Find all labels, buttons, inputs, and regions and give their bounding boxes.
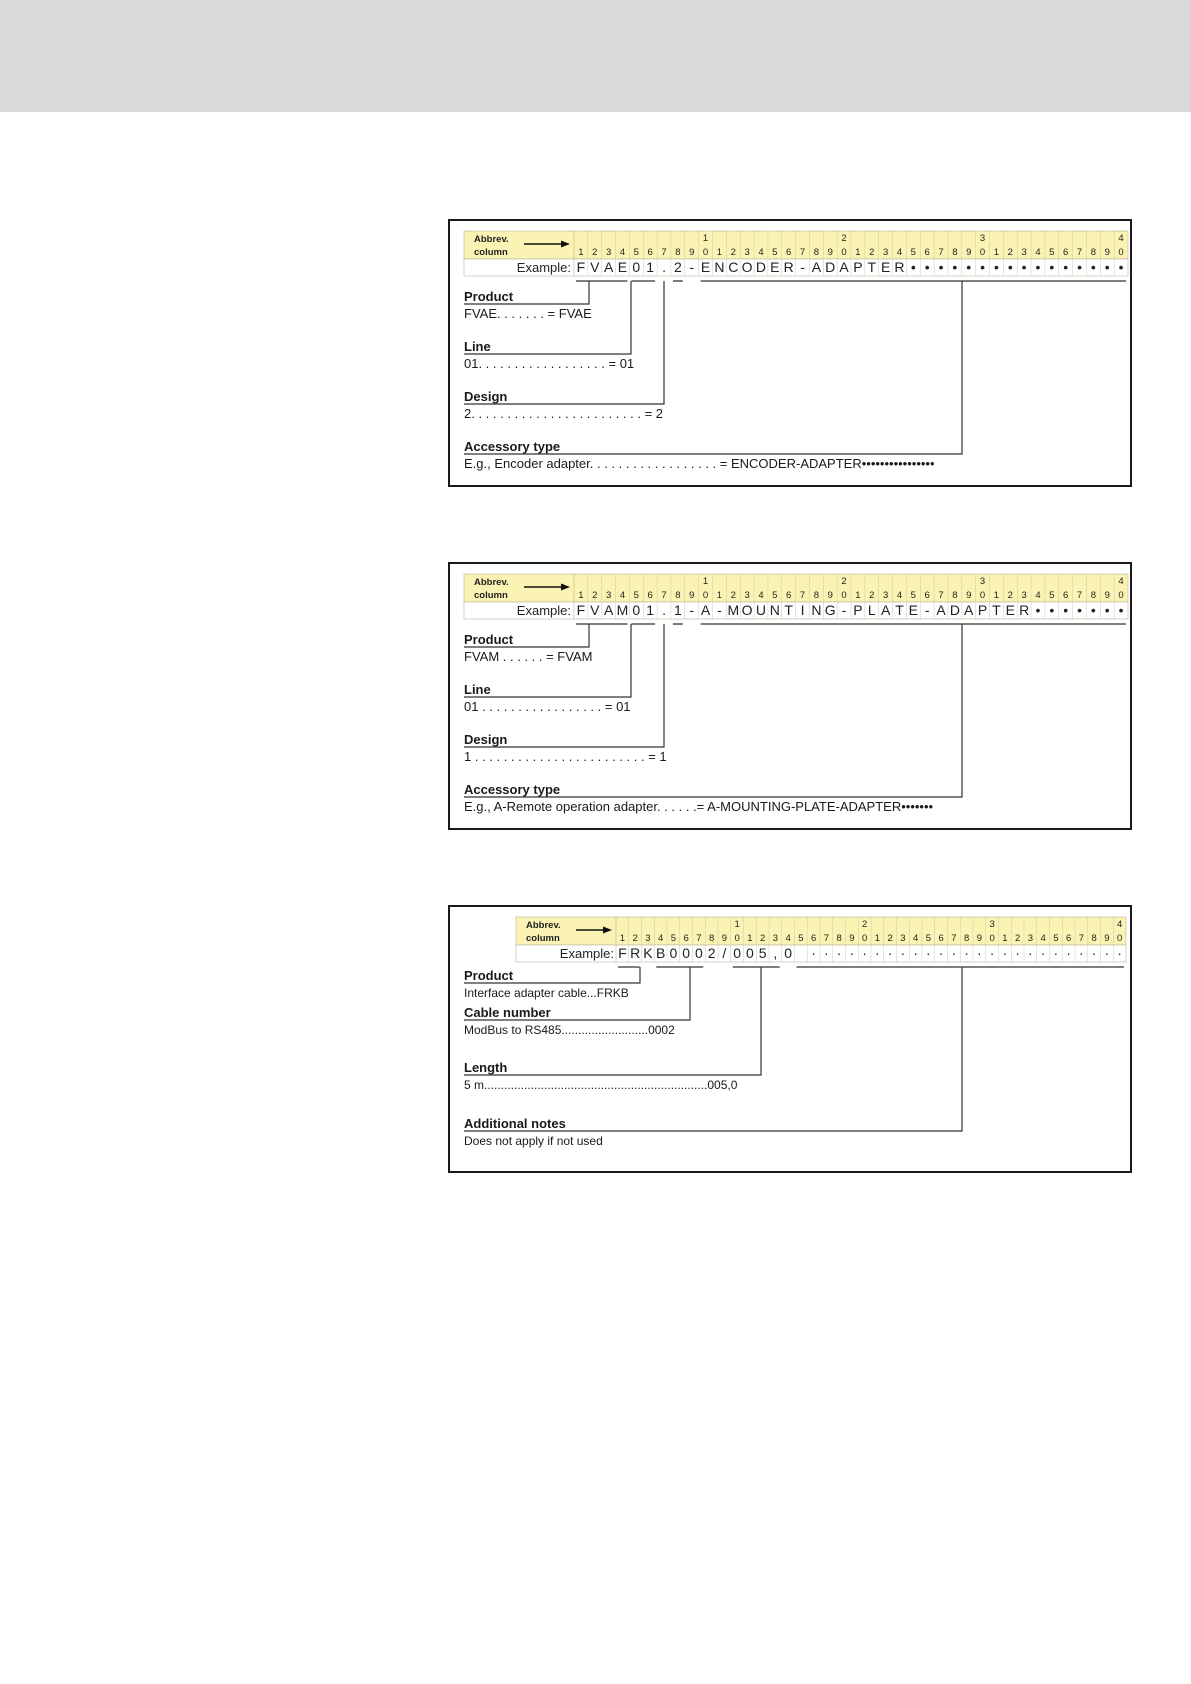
field-value: Does not apply if not used <box>464 1134 603 1148</box>
ruler-ones-digit: 2 <box>869 247 875 258</box>
example-label: Example: <box>559 946 614 961</box>
ruler-ones-digit: 1 <box>747 933 753 944</box>
field-value: 01 . . . . . . . . . . . . . . . . . = 01 <box>464 699 631 714</box>
ruler-ones-digit: 1 <box>1002 933 1008 944</box>
example-char: L <box>867 602 876 618</box>
example-char: • <box>1007 259 1013 275</box>
example-char: T <box>784 602 793 618</box>
field-label: Accessory type <box>464 782 561 797</box>
example-char: R <box>894 259 905 275</box>
example-char: • <box>952 259 958 275</box>
example-char: E <box>617 259 628 275</box>
example-char: • <box>938 259 944 275</box>
ruler-ones-digit: 2 <box>1007 247 1013 258</box>
ruler-ones-digit: 7 <box>1076 247 1083 258</box>
example-char: - <box>800 259 805 275</box>
ruler-ones-digit: 8 <box>1090 590 1097 601</box>
field-value: E.g., Encoder adapter. . . . . . . . . . . . . . . . . . = ENCODER-ADAPTER•••••••••••••••• <box>464 456 935 471</box>
example-char: · <box>824 945 829 961</box>
example-char: • <box>1063 259 1069 275</box>
ruler-ones-digit: 4 <box>619 247 626 258</box>
example-char: • <box>1104 259 1110 275</box>
type-code-diagram-frkb <box>450 907 1130 1171</box>
example-char: • <box>1035 602 1041 618</box>
ruler-ones-digit: 9 <box>721 933 728 944</box>
field-label: Accessory type <box>464 439 561 454</box>
ruler-ones-digit: 0 <box>989 933 995 944</box>
example-char: A <box>603 602 614 618</box>
example-char: • <box>993 259 999 275</box>
ruler-ones-digit: 4 <box>896 590 903 601</box>
ruler-ones-digit: 1 <box>578 247 584 258</box>
ruler-ones-digit: 8 <box>952 247 958 258</box>
ruler-tens-digit: 2 <box>841 233 847 244</box>
type-code-panel-frkb <box>448 905 1132 1173</box>
type-code-panel-fvam <box>448 562 1132 830</box>
example-char: , <box>773 945 778 961</box>
example-char: 5 <box>758 945 767 961</box>
field-label: Length <box>464 1060 508 1075</box>
example-char: · <box>938 945 944 961</box>
ruler-ones-digit: 7 <box>696 933 702 944</box>
ruler-ones-digit: 1 <box>855 247 861 258</box>
example-char: F <box>618 945 627 961</box>
field-label: Additional notes <box>464 1116 566 1131</box>
ruler-ones-digit: 8 <box>675 247 681 258</box>
ruler-ones-digit: 1 <box>874 933 881 944</box>
ruler-tens-digit: 2 <box>841 576 847 587</box>
example-char: . <box>662 602 666 618</box>
ruler-ones-digit: 9 <box>827 590 833 601</box>
ruler-ones-digit: 0 <box>979 247 986 258</box>
ruler-ones-digit: 6 <box>683 933 689 944</box>
example-char: 1 <box>673 602 682 618</box>
example-char: 1 <box>646 602 655 618</box>
abbrev-header-line2: column <box>474 247 508 258</box>
example-char: · <box>1104 945 1110 961</box>
example-char: 0 <box>745 945 754 961</box>
ruler-tens-digit: 2 <box>861 919 868 930</box>
example-char: 0 <box>682 945 691 961</box>
example-char: • <box>1104 602 1110 618</box>
example-char: 1 <box>646 259 655 275</box>
example-char: · <box>1091 945 1097 961</box>
ruler-ones-digit: 0 <box>734 933 740 944</box>
ruler-ones-digit: 5 <box>910 247 916 258</box>
example-char: P <box>977 602 988 618</box>
example-char: A <box>700 602 711 618</box>
ruler-tens-digit: 3 <box>979 233 986 244</box>
example-char: 0 <box>694 945 703 961</box>
ruler-ones-digit: 1 <box>993 590 1000 601</box>
example-char: · <box>862 945 867 961</box>
example-char: · <box>1002 945 1008 961</box>
example-char: · <box>1015 945 1020 961</box>
ruler-ones-digit: 2 <box>1014 933 1021 944</box>
example-char: V <box>590 259 600 275</box>
field-label: Design <box>464 732 508 747</box>
example-char: G <box>824 602 836 618</box>
ruler-ones-digit: 3 <box>772 933 779 944</box>
example-char: R <box>1019 602 1030 618</box>
ruler-ones-digit: 3 <box>605 247 612 258</box>
example-char: • <box>1118 602 1124 618</box>
ruler-ones-digit: 9 <box>1104 933 1110 944</box>
ruler-ones-digit: 9 <box>966 247 972 258</box>
field-value: E.g., A-Remote operation adapter. . . . . .= A-MOUNTING-PLATE-ADAPTER••••••• <box>464 799 934 814</box>
example-char: I <box>800 602 805 618</box>
ruler-ones-digit: 0 <box>1118 247 1124 258</box>
ruler-ones-digit: 7 <box>661 247 667 258</box>
example-char: · <box>964 945 969 961</box>
example-char: · <box>977 945 982 961</box>
ruler-ones-digit: 3 <box>645 933 651 944</box>
example-char: E <box>770 259 780 275</box>
example-char: · <box>1117 945 1122 961</box>
field-label: Product <box>464 968 514 983</box>
ruler-ones-digit: 6 <box>924 247 930 258</box>
ruler-ones-digit: 5 <box>798 933 804 944</box>
example-char: N <box>811 602 822 618</box>
example-char: . <box>662 259 666 275</box>
example-char: - <box>924 602 930 618</box>
ruler-ones-digit: 2 <box>592 590 598 601</box>
ruler-ones-digit: 6 <box>786 247 792 258</box>
example-char: · <box>836 945 842 961</box>
ruler-ones-digit: 6 <box>647 247 653 258</box>
field-value: 01. . . . . . . . . . . . . . . . . . = 01 <box>464 356 635 371</box>
field-value: ModBus to RS485..........................0002 <box>464 1023 675 1037</box>
example-char: · <box>951 945 957 961</box>
field-label: Line <box>464 682 491 697</box>
ruler-ones-digit: 1 <box>855 590 861 601</box>
ruler-ones-digit: 0 <box>702 590 709 601</box>
ruler-ones-digit: 5 <box>1049 590 1055 601</box>
example-char: · <box>849 945 855 961</box>
example-char: • <box>980 259 986 275</box>
example-char: V <box>590 602 600 618</box>
example-char: - <box>717 602 722 618</box>
example-char: T <box>867 259 877 275</box>
ruler-ones-digit: 9 <box>689 590 695 601</box>
ruler-ones-digit: 8 <box>813 247 820 258</box>
field-label: Product <box>464 632 514 647</box>
ruler-ones-digit: 4 <box>657 933 664 944</box>
example-char: • <box>966 259 972 275</box>
ruler-ones-digit: 4 <box>1035 247 1041 258</box>
example-char: A <box>839 259 849 275</box>
ruler-ones-digit: 9 <box>1104 247 1110 258</box>
field-label: Cable number <box>464 1005 551 1020</box>
example-char: · <box>875 945 880 961</box>
example-char: · <box>887 945 893 961</box>
ruler-ones-digit: 7 <box>1078 933 1085 944</box>
ruler-ones-digit: 5 <box>925 933 932 944</box>
abbrev-header-line2: column <box>474 590 508 601</box>
abbrev-header-line1: Abbrev. <box>474 577 509 588</box>
ruler-ones-digit: 5 <box>633 247 639 258</box>
ruler-ones-digit: 9 <box>689 247 695 258</box>
ruler-ones-digit: 6 <box>1063 590 1069 601</box>
ruler-ones-digit: 4 <box>758 247 764 258</box>
ruler-ones-digit: 2 <box>632 933 638 944</box>
example-char: · <box>1066 945 1071 961</box>
ruler-ones-digit: 4 <box>1040 933 1046 944</box>
ruler-ones-digit: 8 <box>1091 933 1097 944</box>
ruler-ones-digit: 2 <box>887 933 893 944</box>
example-char: • <box>924 259 930 275</box>
example-char: A <box>936 602 946 618</box>
ruler-ones-digit: 6 <box>647 590 653 601</box>
ruler-ones-digit: 5 <box>1053 933 1059 944</box>
ruler-ones-digit: 5 <box>772 247 778 258</box>
example-char: O <box>741 259 753 275</box>
ruler-ones-digit: 6 <box>1063 247 1069 258</box>
example-char: · <box>900 945 906 961</box>
example-label: Example: <box>516 603 571 618</box>
example-char: · <box>1040 945 1046 961</box>
ruler-ones-digit: 9 <box>1104 590 1110 601</box>
example-char: E <box>908 602 918 618</box>
ruler-ones-digit: 6 <box>810 933 817 944</box>
example-char: D <box>755 259 767 275</box>
ruler-ones-digit: 7 <box>951 933 957 944</box>
example-char: K <box>643 945 653 961</box>
ruler-ones-digit: 3 <box>744 590 750 601</box>
field-label: Line <box>464 339 491 354</box>
ruler-tens-digit: 3 <box>989 919 995 930</box>
abbrev-header-line1: Abbrev. <box>526 920 561 931</box>
ruler-ones-digit: 5 <box>670 933 677 944</box>
ruler-ones-digit: 0 <box>841 590 847 601</box>
example-char: A <box>603 259 614 275</box>
ruler-ones-digit: 0 <box>979 590 986 601</box>
ruler-ones-digit: 8 <box>836 933 842 944</box>
ruler-ones-digit: 7 <box>823 933 830 944</box>
example-char: 0 <box>784 945 793 961</box>
ruler-ones-digit: 1 <box>993 247 1000 258</box>
ruler-tens-digit: 1 <box>702 233 709 244</box>
ruler-ones-digit: 5 <box>1049 247 1055 258</box>
example-char: • <box>1077 259 1082 275</box>
example-char: · <box>1028 945 1033 961</box>
ruler-ones-digit: 2 <box>1007 590 1013 601</box>
example-char: · <box>926 945 931 961</box>
ruler-ones-digit: 5 <box>633 590 639 601</box>
ruler-ones-digit: 4 <box>619 590 626 601</box>
example-char: R <box>630 945 641 961</box>
example-label: Example: <box>516 260 571 275</box>
example-char: • <box>1090 602 1096 618</box>
example-char: 0 <box>669 945 678 961</box>
example-char: / <box>722 945 727 961</box>
ruler-ones-digit: 8 <box>952 590 958 601</box>
field-value: FVAE. . . . . . . = FVAE <box>464 306 592 321</box>
ruler-ones-digit: 7 <box>799 247 806 258</box>
example-char: O <box>741 602 753 618</box>
abbrev-header-line1: Abbrev. <box>474 234 509 245</box>
ruler-ones-digit: 8 <box>963 933 970 944</box>
ruler-ones-digit: 2 <box>592 247 598 258</box>
ruler-ones-digit: 8 <box>708 933 715 944</box>
example-char: • <box>1118 259 1124 275</box>
ruler-ones-digit: 3 <box>1027 933 1034 944</box>
ruler-ones-digit: 3 <box>1021 590 1027 601</box>
example-char: N <box>769 602 780 618</box>
ruler-ones-digit: 0 <box>702 247 709 258</box>
ruler-ones-digit: 6 <box>938 933 944 944</box>
example-char: A <box>811 259 822 275</box>
example-char: A <box>880 602 891 618</box>
example-char: • <box>1077 602 1082 618</box>
field-label: Design <box>464 389 508 404</box>
page-header-band <box>0 0 1191 112</box>
example-char: • <box>910 259 916 275</box>
example-char: T <box>992 602 1001 618</box>
example-char: 0 <box>733 945 742 961</box>
example-char: - <box>689 259 695 275</box>
example-char: N <box>714 259 725 275</box>
example-char: • <box>1021 259 1027 275</box>
example-char: A <box>964 602 974 618</box>
example-char: • <box>1090 259 1096 275</box>
ruler-ones-digit: 0 <box>1116 933 1123 944</box>
abbrev-header-line2: column <box>526 933 560 944</box>
example-char: F <box>576 602 586 618</box>
example-char: • <box>1049 259 1055 275</box>
ruler-ones-digit: 7 <box>938 247 944 258</box>
ruler-ones-digit: 5 <box>772 590 778 601</box>
ruler-ones-digit: 3 <box>882 590 889 601</box>
ruler-tens-digit: 4 <box>1118 576 1124 587</box>
example-char: · <box>1079 945 1084 961</box>
type-code-panel-fvae <box>448 219 1132 487</box>
ruler-ones-digit: 9 <box>976 933 983 944</box>
ruler-ones-digit: 0 <box>861 933 868 944</box>
example-char: P <box>853 259 863 275</box>
ruler-ones-digit: 3 <box>882 247 889 258</box>
ruler-ones-digit: 6 <box>786 590 792 601</box>
ruler-ones-digit: 1 <box>619 933 626 944</box>
ruler-ones-digit: 2 <box>759 933 766 944</box>
example-char: U <box>755 602 767 618</box>
ruler-ones-digit: 9 <box>849 933 855 944</box>
ruler-ones-digit: 8 <box>675 590 681 601</box>
example-char: M <box>727 602 740 618</box>
ruler-ones-digit: 2 <box>730 590 736 601</box>
ruler-ones-digit: 4 <box>896 247 903 258</box>
example-char: 2 <box>707 945 716 961</box>
ruler-ones-digit: 4 <box>912 933 919 944</box>
ruler-ones-digit: 1 <box>578 590 584 601</box>
ruler-ones-digit: 9 <box>827 247 833 258</box>
ruler-ones-digit: 0 <box>841 247 847 258</box>
ruler-ones-digit: 5 <box>910 590 916 601</box>
ruler-tens-digit: 3 <box>979 576 986 587</box>
ruler-tens-digit: 4 <box>1118 233 1124 244</box>
field-value: Interface adapter cable...FRKB <box>464 986 629 1000</box>
ruler-ones-digit: 7 <box>661 590 667 601</box>
example-char: D <box>949 602 960 618</box>
field-value: 2. . . . . . . . . . . . . . . . . . . . . . . . = 2 <box>464 406 664 421</box>
ruler-tens-digit: 1 <box>702 576 709 587</box>
field-value: 1 . . . . . . . . . . . . . . . . . . . . . . . . = 1 <box>464 749 667 764</box>
example-char: E <box>700 259 711 275</box>
ruler-ones-digit: 3 <box>744 247 750 258</box>
ruler-ones-digit: 7 <box>799 590 806 601</box>
example-char: - <box>841 602 847 618</box>
example-char: E <box>880 259 891 275</box>
ruler-ones-digit: 7 <box>1076 590 1083 601</box>
ruler-ones-digit: 4 <box>785 933 791 944</box>
field-value: FVAM . . . . . . = FVAM <box>464 649 593 664</box>
example-char: C <box>728 259 739 275</box>
ruler-ones-digit: 0 <box>1118 590 1124 601</box>
ruler-ones-digit: 7 <box>938 590 944 601</box>
ruler-ones-digit: 4 <box>758 590 764 601</box>
ruler-ones-digit: 1 <box>716 247 723 258</box>
example-char: B <box>655 945 666 961</box>
example-char: T <box>895 602 904 618</box>
ruler-tens-digit: 4 <box>1116 919 1123 930</box>
ruler-ones-digit: 1 <box>716 590 723 601</box>
example-char: M <box>616 602 629 618</box>
example-char: • <box>1035 259 1041 275</box>
example-char: D <box>825 259 836 275</box>
ruler-ones-digit: 6 <box>1065 933 1072 944</box>
ruler-ones-digit: 3 <box>1021 247 1027 258</box>
example-char: 0 <box>632 602 641 618</box>
example-char: · <box>1053 945 1059 961</box>
example-char: · <box>811 945 816 961</box>
ruler-ones-digit: 8 <box>1090 247 1097 258</box>
ruler-ones-digit: 9 <box>966 590 972 601</box>
type-code-diagram-fvae <box>450 221 1130 485</box>
example-char: E <box>1005 602 1015 618</box>
example-char: 0 <box>632 259 641 275</box>
example-char: 2 <box>673 259 682 275</box>
field-label: Product <box>464 289 514 304</box>
example-char: F <box>576 259 586 275</box>
example-char: • <box>1063 602 1069 618</box>
ruler-ones-digit: 6 <box>924 590 930 601</box>
ruler-ones-digit: 3 <box>605 590 612 601</box>
example-char: • <box>1049 602 1055 618</box>
ruler-tens-digit: 1 <box>734 919 740 930</box>
example-char: - <box>689 602 695 618</box>
example-char: R <box>783 259 794 275</box>
ruler-ones-digit: 8 <box>813 590 820 601</box>
example-char: · <box>989 945 995 961</box>
field-value: 5 m...................................................................005,0 <box>464 1078 738 1092</box>
ruler-ones-digit: 4 <box>1035 590 1041 601</box>
ruler-ones-digit: 2 <box>730 247 736 258</box>
example-char: P <box>853 602 863 618</box>
ruler-ones-digit: 3 <box>900 933 906 944</box>
example-char: · <box>913 945 918 961</box>
ruler-ones-digit: 2 <box>869 590 875 601</box>
type-code-diagram-fvam <box>450 564 1130 828</box>
